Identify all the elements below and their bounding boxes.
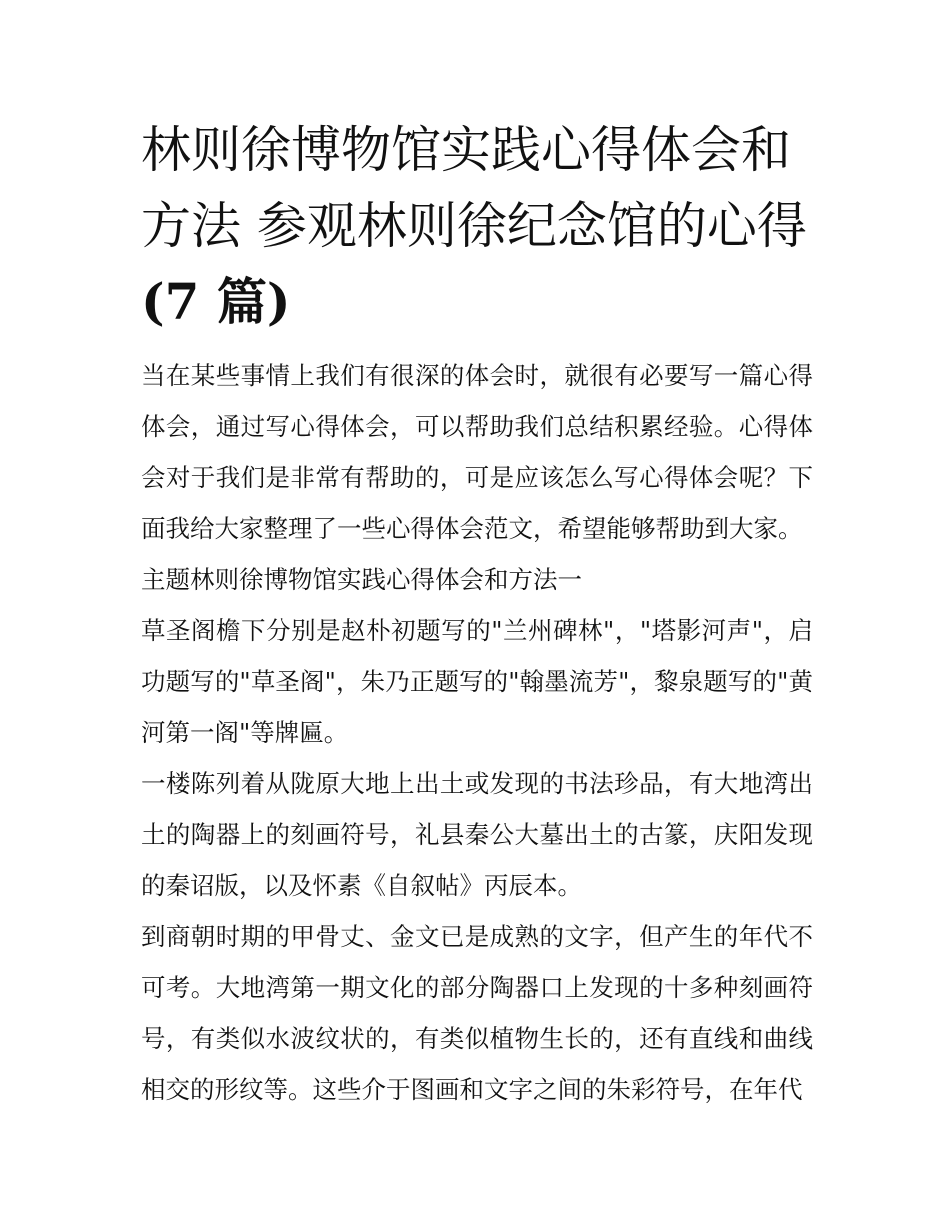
paragraph-first-floor: 一楼陈列着从陇原大地上出土或发现的书法珍品，有大地湾出土的陶器上的刻画符号，礼县秦公大墓出土的古篆，庆阳发现的秦诏版，以及怀素《自叙帖》丙辰本。 (141, 769, 813, 900)
title-line-1: 林则徐博物馆实践心得体会和 (141, 121, 791, 179)
title-line-2: 方法 参观林则徐纪念馆的心得 (141, 197, 807, 255)
document-page (141, 112, 813, 1115)
title-line-3: (7 篇) (141, 272, 291, 331)
paragraph-section-heading: 主题林则徐博物馆实践心得体会和方法一 (141, 565, 582, 594)
paragraph-intro: 当在某些事情上我们有很深的体会时，就很有必要写一篇心得体会，通过写心得体会，可以帮助我们总结积累经验。心得体会对于我们是非常有帮助的，可是应该怎么写心得体会呢？下面我给大家整理了一些心得体会范文，希望能够帮助到大家。 (141, 361, 813, 543)
document-title (141, 112, 813, 340)
paragraph-plaques: 草圣阁檐下分别是赵朴初题写的"兰州碑林"，"塔影河声"，启功题写的"草圣阁"，朱乃正题写的"翰墨流芳"，黎泉题写的"黄河第一阁"等牌匾。 (141, 616, 813, 747)
paragraph-shang-dynasty: 到商朝时期的甲骨丈、金文已是成熟的文字，但产生的年代不可考。大地湾第一期文化的部分陶器口上发现的十多种刻画符号，有类似水波纹状的，有类似植物生长的，还有直线和曲线相交的形纹等。这些介于图画和文字之间的朱彩符号，在年代 (141, 922, 813, 1104)
